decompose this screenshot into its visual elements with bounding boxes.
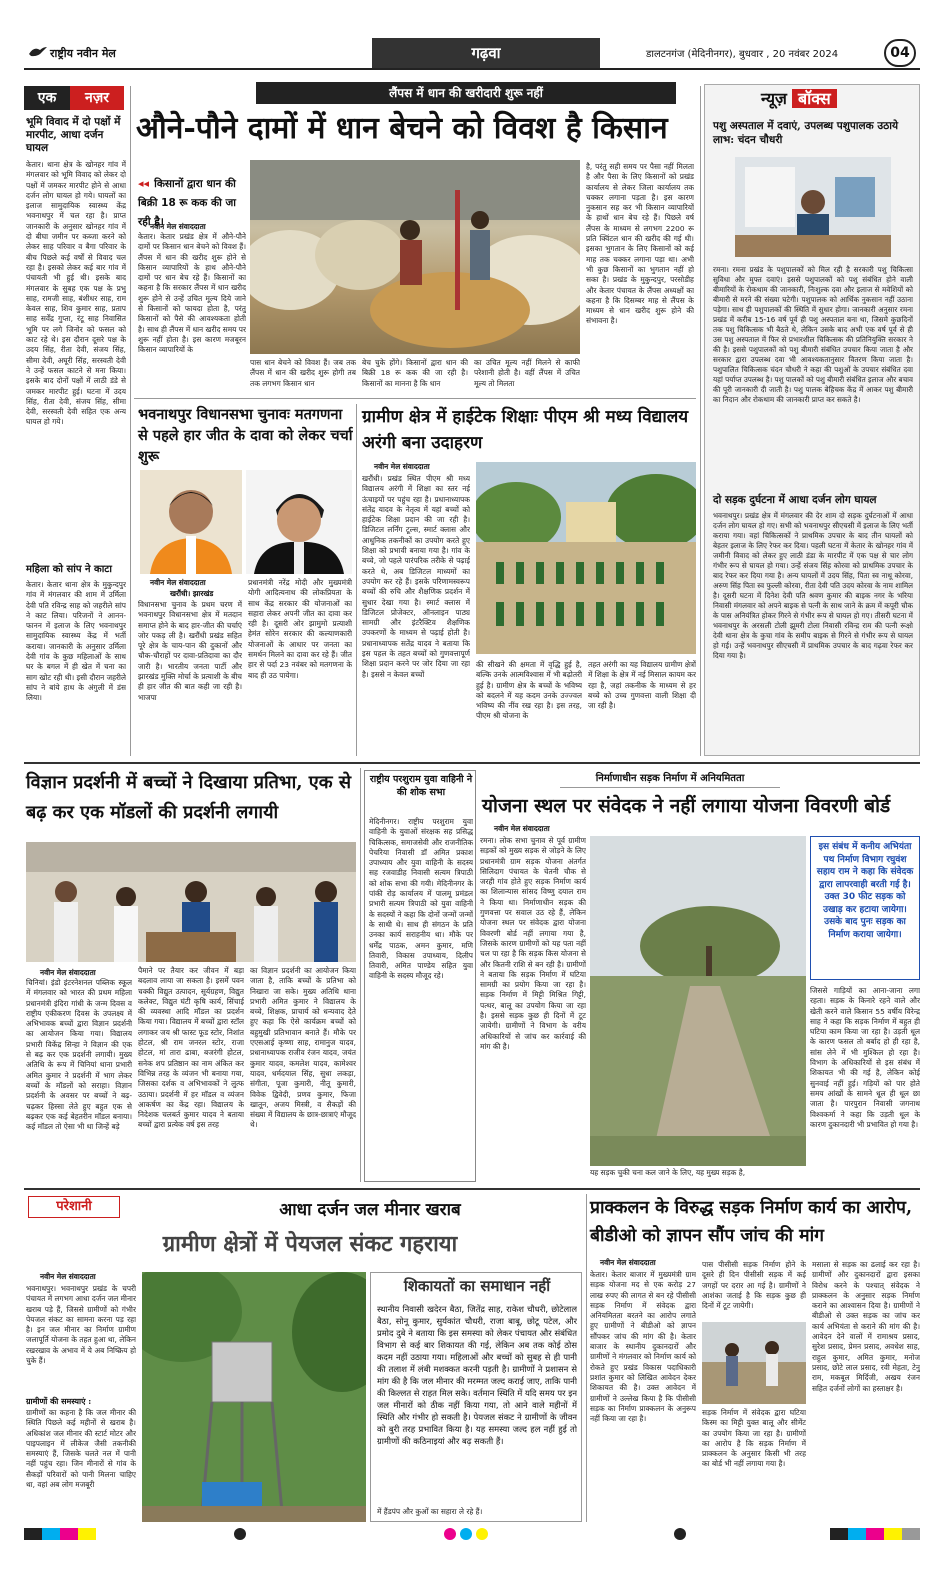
ek-nazar-badge bbox=[24, 86, 124, 110]
water-body: भवनाथपुर। भवनाथपुर प्रखंड के चपरी पंचायत में लगभग आधा दर्जन जल मीनार खराब पड़े हैं, जिससे ग्रामीणों को गंभीर पेयजल संकट का सामना करना पड़ रहा है। इन जल मीनार का निर्माण ग्रामीण जलापूर्ति योजना के तहत हुआ था, लेकिन रखरखाव के अभाव में ये अब निष्क्रिय हो चुके हैं। bbox=[26, 1284, 136, 1366]
box-label: बॉक्स bbox=[792, 89, 837, 108]
masthead-bar bbox=[24, 38, 920, 70]
estimate-headline: प्राक्कलन के विरुद्ध सड़क निर्माण कार्य का आरोप, बीडीओ को ज्ञापन सौंप जांच की मांग bbox=[590, 1198, 913, 1246]
school-col3: तहत अरंगी का यह विद्यालय ग्रामीण क्षेत्रों में शिक्षा के क्षेत्र में नई मिसाल कायम कर रहा है, जहां तकनीक के माध्यम से हर बच्चे को उच्च गुणवत्ता वाली शिक्षा दी जा रही है। bbox=[588, 660, 696, 711]
complaint-tail: में हैंडपंप और कुओं का सहारा ले रहे हैं। bbox=[377, 1507, 483, 1516]
election-headline: भवनाथपुर विधानसभा चुनावः मतगणना से पहले हार जीत के दावा को लेकर चर्चा शुरू bbox=[138, 406, 353, 465]
pull-quote bbox=[138, 172, 246, 229]
news-box-body-1: रमना। रमना प्रखंड के पशुपालकों को मिल रही है सरकारी पशु चिकित्सा सुविधा और मुफ्त दवाएं। इससे पशुपालकों को पशु संबंधित होने वाली बीमारियों के रोकथाम की जानकारी, निःशुल्क दवा और इलाज से मवेशियों को बीमारी से मरने की संख्या घटेगी। पशुपालक को आर्थिक नुकसान नहीं उठाना पड़ेगा। साथ ही पशुपालकों की स्थिति में सुधार होगा। जानकारी अनुसार रमना प्रखंड में करीब 15-16 वर्ष पूर्व ही पशु अस्पताल बना था, जिसमे कुछदिनों तक पशु चिकित्सक भी बैठते थे, लेकिन उसके बाद अभी एक वर्ष पूर्व से ही उस पशु अस्पताल में फिर से प्रभारशील चिकित्सक की प्रतिनियुक्ति सरकार ने की है। इससे पशुपालकों को पशु बीमारी संबंधित उपचार किया जाता है और सरकार द्वारा उपलब्ध दवा भी आवश्यकतानुसार वितरण किया जाता है। पशुपालित चिकित्सक चंदन चौधरी ने कहा की पशुओं के उपचार संबंधित दवा यहां पर्याप्त उपलब्ध है। पशु पालकों को पशु बीमारी संबंधित इलाज और बचाव की पूरी जानकारी दी जाती है। पशु पालक बेहिचक केंद्र में आकर पशु बीमारी का निदान और रोकथाम की जानकारी प्राप्त कर सकते है। bbox=[713, 265, 913, 404]
water-headline: ग्रामीण क्षेत्रों में पेयजल संकट गहराया bbox=[162, 1231, 458, 1257]
tribute-body: मेदिनीनगर। राष्ट्रीय परशुराम युवा वाहिनी के युवाओं संरक्षक सह प्रसिद्ध चिकित्सक, समाजसेवी और राजनीतिक पेचरिया निवासी डॉ अमित प्रकाश उपाध्याय और युवा वाहिनी के सदस्य सह रजवाडीह निवासी सत्यम त्रिपाठी को शोक सभा की गयी। मेदिनीनगर के पांकी रोड़ कार्यालय में पालमू प्रमंडल प्रभारी सत्यम त्रिपाठी को युवा वाहिनी के सदस्यों ने कहा कि दोनों जन्मों जन्मों के साथी थे। साथ ही संगठन के प्रति उनका कार्य सराहनीय था। मौके पर धर्मेंद्र पाठक, अमन कुमार, मणि तिवारी, विकास उपाध्याय, दिलीप तिवारी, अमित पाण्डेय सहित युवा वाहिनी के सदस्य मौजूद रहे। bbox=[369, 817, 473, 981]
divider bbox=[356, 404, 357, 756]
water-sub-body: ग्रामीणों का कहना है कि जल मीनार की स्थिति पिछले कई महीनों से खराब है। अधिकांश जल मीनार की स्टार्ट मोटर और पाइपलाइन में लीकेज जैसी तकनीकी समस्याएं हैं, जिसके चलते नल में पानी नहीं पहुंच रहा। जिन मीनारों से गांव के सैकड़ों परिवारों को पानी मिलना चाहिए था, वहां अब लोग मजबूरी bbox=[26, 1408, 136, 1490]
lead-col4: का उचित मूल्य नहीं मिलने से काफी परेशानी होती है। वहीं लैंपस में उचित मूल्य तो मिलता bbox=[474, 358, 580, 388]
science-col1: चिनियां। इंडो इंटरनेशनल पब्लिक स्कूल में मंगलवार को भारत की प्रथम महिला प्रधानमंत्री इंदिरा गांधी के जन्म दिवस व राष्ट्रीय एकीकरण दिवस के उपलक्ष्य में अभिभावक बच्चों द्वारा विज्ञान प्रदर्शनी का आयोजन किया गया। विद्यालय प्रभारी विकेंद्र सिन्हा ने विज्ञान की एक से बढ़ कर एक प्रदर्शनी लगायी। मुख्य अतिथि के रूप में चिनियां थाना प्रभारी अमित कुमार ने प्रदर्शनी में भाग लेकर बच्चों के मॉडलों को सराहा। विज्ञान प्रदर्शनी के अवसर पर बच्चों ने बढ़-चढ़कर हिस्सा लेते हुए बहुत एक से बढ़कर एक कई बेहतरीन मॉडल बनाया। कई मॉडल तो ऐसा भी था जिन्हें बड़े bbox=[26, 978, 132, 1132]
paper-name: राष्ट्रीय नवीन मेल bbox=[50, 47, 116, 60]
water-tower-photo bbox=[142, 1272, 366, 1522]
color-registration-bar bbox=[24, 1528, 920, 1540]
news-box-label bbox=[761, 87, 891, 111]
ek-nazar-body-2: केतार। केतार थाना क्षेत्र के मुकुन्दपुर गांव में मंगलवार की शाम में उर्मिला देवी पति रविन्द्र साह को जहरीले सांप ने काट लिया। परिजनों ने आनन-फानन में इलाज के लिए भवनाथपुर सामुदायिक स्वास्थ्य केंद्र में भर्ती कराया। जानकारी के अनुसार उर्मिला देवी गांव के कुछ महिलाओं के साथ घर के बगल में ही खेत में चना का साग खोट रही थी। इसी दौरान जहरीले सांप ने बांये हाथ के अंगुली में डंस लिया। bbox=[26, 580, 126, 703]
badge-nazar: नज़र bbox=[70, 86, 124, 110]
badge-ek: एक bbox=[24, 86, 70, 110]
lead-headline: औने-पौने दामों में धान बेचने को विवश है किसान bbox=[136, 111, 668, 146]
school-col2: की सीखने की क्षमता में वृद्धि हुई है, बल्कि उनके आत्मविश्वास में भी बढ़ोतरी हुई है। ग्रामीण क्षेत्र के बच्चों के भविष्य को बदलने में यह कदम उनके उज्ज्वल भविष्य की नींव रख रहा है। इस तरह, पीएम श्री योजना के bbox=[476, 660, 582, 721]
school-headline: ग्रामीण क्षेत्र में हाईटेक शिक्षाः पीएम श्री मध्य विद्यालय अरंगी बना उदाहरण bbox=[362, 407, 689, 453]
election-col2: प्रधानमंत्री नरेंद्र मोदी और मुख्यमंत्री योगी आदित्यनाथ की लोकप्रियता के साथ केंद्र सरकार की योजनाओं का सहारा लेकर अपनी जीत का दावा कर रही है। दूसरी ओर झामुमो प्रत्याशी हेमंत सोरेन सरकार की कल्याणकारी योजनाओं के आधार पर जनता का समर्थन मिलने का दावा कर रहे हैं। जीत हार से पर्दा 23 नवंबर को मतगणना के बाद ही उठ पायेगा। bbox=[248, 578, 352, 680]
lead-col5: है, परंतु सही समय पर पैसा नहीं मिलता है और पैसा के लिए किसानों को प्रखंड कार्यालय से लेकर जिला कार्यालय तक चक्कर लगाना पड़ता है। इस कारण नुकसान सह कर भी किसान व्यापारियों के हाथों धान बेच रहे हैं। पिछले वर्ष लैंपस के माध्यम से लगभग 2200 रू प्रति क्विंटल धान की खरीद की गई थी। इसका भुगतान के लिए किसानों को कई माह तक चक्कर लगाना पड़ा था। अभी भी कुछ किसानों का भुगतान नहीं हो सका है। प्रखंड के मुकुन्दपुर, परसोडीह और केतार पंचायत के लैंपस अध्यक्षों का कहना है कि दिसम्बर माह से लैंपस के माध्यम से धान खरीद शुरू होने की संभावना है। bbox=[586, 162, 694, 326]
yojana-headline: योजना स्थल पर संवेदक ने नहीं लगाया योजना विवरणी बोर्ड bbox=[482, 795, 891, 817]
candidate-photo-1 bbox=[140, 470, 242, 574]
page-number: 04 bbox=[884, 39, 916, 67]
science-byline: नवीन मेल संवाददाता bbox=[40, 968, 96, 977]
bird-logo-icon bbox=[28, 44, 48, 60]
tribute-title: राष्ट्रीय परशुराम युवा वाहिनी ने की शोक सभा bbox=[369, 774, 473, 798]
school-col1: खरौंधी। प्रखंड स्थित पीएम श्री मध्य विद्यालय अरंगी में शिक्षा का स्तर नई ऊंचाइयों पर पहुंच रहा है। प्रधानाध्यापक संतेंद्र यादव के नेतृत्व में यहां बच्चों को हाईटेक शिक्षा प्रदान की जा रही है। डिजिटल लर्निंग टूल्स, स्मार्ट क्लास और आधुनिक तकनीकों का उपयोग करते हुए शिक्षा को प्रभावी बनाया गया है। गांव के बच्चे, जो पहले पारंपरिक तरीके से पढ़ाई करते थे, अब डिजिटल माध्यमों का उपयोग कर रहे हैं। इसके परिणामस्वरूप बच्चों की रुचि और शैक्षणिक प्रदर्शन में सुधार देखा गया है। स्मार्ट क्लास में डिजिटल प्रोजेक्टर, ऑनलाइन पाठ्य सामग्री और इंटरैक्टिव शैक्षणिक उपकरणों के माध्यम से पढ़ाई होती है। प्रधानाध्यापक सतेंद्र यादव ने बताया कि इस पहल के तहत बच्चों को गुणवत्तापूर्ण शिक्षा प्रदान करने पर जोर दिया जा रहा है। इससे न केवल बच्चों bbox=[362, 474, 470, 679]
ek-nazar-title-2: महिला को सांप ने काटा bbox=[26, 564, 112, 575]
lead-col1: केतार। केतार प्रखंड क्षेत्र में औने-पौने दामों पर किसान धान बेचने को विवश हैं। लैंपस में धान की खरीद शुरू होने से किसान व्यापारियों के हाथ औने-पौने दामों पर धान बेच रहे हैं। किसानों का कहना है कि सरकार लैंपस में धान खरीद शुरू होने से उन्हें उचित मूल्य दिये जाने से किसानों को फायदा होता है, परंतु किसानों को पैसे की आवश्यकता होती है। साथ ही लैंपस में धान खरीद समय पर शुरू नहीं होता है। इस कारण मजबूरन किसान व्यापारियों के bbox=[138, 232, 246, 355]
news-box-title-2: दो सड़क दुर्घटना में आधा दर्जन लोग घायल bbox=[713, 494, 877, 506]
paper-logo bbox=[28, 42, 128, 66]
divider bbox=[360, 768, 361, 1182]
candidate-photo-2 bbox=[246, 470, 352, 574]
yojana-right-body: जिससे गाड़ियों का आना-जाना लगा रहता। सड़क के किनारे रहने वाले और खेती करने वाले किसान 55 वर्षीय विरेन्द्र साह ने कहा कि सड़क निर्माण में बहुत ही घटिया काम किया जा रहा है। उड़ती धूल के कारण फसल तो बर्बाद हो ही रहा है, सांस लेने में भी मुश्किल हो रहा है। विभाग के अधिकारियों से इस संबंध में शिकायत भी की गई है, लेकिन कोई सुनवाई नहीं हुई। गड़ियों को पार होते समय आंखों के सामने धूल ही धूल छा जाता है। पारपुरान निवासी जगनाथ विश्वकर्मा ने कहा कि उड़ती धूल के कारण दुकानदारी भी प्रभावित हो गया है। bbox=[810, 986, 920, 1129]
estimate-col2: पास पीसीसी सड़क निर्माण होने के दूसरे ही दिन पीसीसी सड़क में कई जगहों पर दरार आ गई है। ग्रामीणों ने आशंका जताई है कि सड़क कुछ ही दिनों में टूट जायेगी। bbox=[702, 1260, 806, 1311]
lead-col3: बेच चुके होंगे। किसानों द्वारा धान की बिक्री 18 रू कक की जा रही है। किसानों का मानना है कि धान bbox=[362, 358, 468, 388]
ek-nazar-body-1: केतार। थाना क्षेत्र के खोनहर गांव में मंगलवार को भूमि विवाद को लेकर दो पक्षों में जमकर मारपीट होने से आधा दर्जन लोग घायल हो गये। घायलों का इलाज सामुदायिक स्वास्थ्य केंद्र भवनाथपुर में चल रहा है। प्राप्त जानकारी के अनुसार खोनहर गांव में दो बीघा जमीन पर कब्जा करने को लेकर साह परिवार व बैगा परिवार के बीच पिछले कई वर्षों से विवाद चल रहा है। इसको लेकर कई बार गांव में पंचायती भी हुई थी। इसके बाद मंगलवार के सुबह एक पक्ष के प्रभु साह, रामजी साह, बंशीधर साह, राम केवल साह, शिव कुमार साह, प्रताप साह सर्वेंद्र गुप्ता, रंटू साह निवासित भूमि पर लगे जिनोर को फसल को काट रहे थे। इस दौरान दूसरे पक्ष के उदय सिंह, रीता देवी, संजय सिंह, सीमा देवी, अघूरी सिंह, सरस्वती देवी ने उन्हें फसल काटने से मना किया। इसके बाद दोनों पक्षों में लाठी डंडे से जमकर मारपीट हुई। घटना में उदय सिंह, रीता देवी, संजय सिंह, सीमा देवी, सरस्वती देवी सहित एक अन्य घायल हो गये। bbox=[26, 160, 126, 427]
road-caption: यह सड़क चुकी चना कल जाने के लिए, यह मुख्य सड़क है, bbox=[590, 1168, 746, 1177]
lead-byline: नवीन मेल संवाददाता bbox=[150, 222, 206, 231]
science-col2: पैमाने पर तैयार कर जीवन में बड़ा बदलाव लाया जा सकता है। इसमें पवन चक्की विद्युत उत्पादन, सूर्यग्रहण, विद्युत कलेक्ट, विद्युत घंटी कृषि कार्य, सिंचाई की व्यवस्था आदि मॉडल का प्रदर्शन किया गया। विद्यालय में बच्चों द्वारा स्टॉल लगाकर जय श्री फास्ट फूड स्टोर, निशांत होटल, श्री राम जनरल स्टोर, राजा होटल, मां तारा ढाबा, बजरंगी होटल, सनेक शप प्रतिष्ठान का नाम अंकित कर विभिन्न तरह के व्यंजन भी बनाया गया, जिसका दर्शक व अभिभावकों ने लुत्फ उठाया। प्रदर्शनी में हर मॉडल व व्यंजन आकर्षण का केंद्र रहा। विद्यालय के निदेशक चलबर्त कुमार यादव ने बताया बच्चों द्वारा प्रत्येक वर्ष इस तरह bbox=[138, 966, 244, 1130]
divider bbox=[130, 86, 131, 756]
divider bbox=[586, 1194, 587, 1522]
paddy-photo bbox=[250, 160, 580, 354]
complaint-box bbox=[370, 1272, 582, 1522]
school-byline: नवीन मेल संवाददाता bbox=[374, 462, 430, 471]
divider bbox=[700, 86, 701, 756]
yojana-kicker: निर्माणाधीन सड़क निर्माण में अनियमितता bbox=[560, 770, 780, 788]
science-headline: विज्ञान प्रदर्शनी में बच्चों ने दिखाया प्रतिभा, एक से बढ़ कर एक मॉडलों की प्रदर्शनी लगायी bbox=[26, 772, 351, 823]
news-box bbox=[704, 84, 920, 756]
science-photo bbox=[26, 842, 356, 962]
yojana-callout: इस संबंध में कनीय अभियंता पथ निर्माण विभाग रघुवंश सहाय राम ने कहा कि संवेदक द्वारा लापरवाही बरती गई है। उक्त 30 फीट सड़क को उखाड़ कर हटाया जायेगा। उसके बाद पुनः सड़क का निर्माण कराया जायेगा। bbox=[810, 836, 920, 980]
water-kicker: आधा दर्जन जल मीनार खराब bbox=[279, 1200, 461, 1220]
estimate-byline: नवीन मेल संवाददाता bbox=[600, 1258, 656, 1267]
dateline: डालटनगंज (मेदिनीनगर), बुधवार , 20 नवंबर 2024 bbox=[646, 49, 839, 60]
estimate-col2b: सड़क निर्माण में संवेदक द्वारा घटिया किस्म का मिट्टी युक्त बालू और सीमेंट का उपयोग किया जा रहा है। ग्रामीणों का आरोप है कि सड़क निर्माण में प्राक्कलन के अनुसार किसी भी तरह का बोर्ड भी नहीं लगाया गया है। bbox=[702, 1408, 806, 1469]
divider bbox=[24, 762, 920, 764]
road-photo bbox=[590, 836, 806, 1166]
divider bbox=[24, 1188, 920, 1190]
estimate-photo bbox=[702, 1322, 806, 1404]
quote-arrow-icon: ◂◂ bbox=[138, 177, 150, 190]
election-col1: विधानसभा चुनाव के प्रथम चरण में भवनाथपुर विधानसभा क्षेत्र में मतदान समाप्त होने के बाद हार-जीत की चर्चाएं जोर पकड़ ली है। खरौंधी प्रखंड सहित पूरे क्षेत्र के चाय-पान की दुकानों और चौक-चौराहों पर दावा-प्रतिदावा का दौर जारी है। भारतीय जनता पार्टी और झारखंड मुक्ति मोर्चा के प्रत्याशी के बीच ही हार जीत की बात कही जा रही है। भाजपा bbox=[138, 600, 242, 702]
water-label: परेशानी bbox=[28, 1196, 120, 1218]
vet-hospital-photo bbox=[735, 157, 891, 257]
ek-nazar-title-1: भूमि विवाद में दो पक्षों में मारपीट, आधा दर्जन घायल bbox=[26, 116, 121, 154]
lead-col2: पास धान बेचने को विवश हैं। जब तक लैंपस में धान की खरीद शुरू होगी तब तक लगभग किसान धान bbox=[250, 358, 356, 388]
yojana-body: रमना। लोक सभा चुनाव से पूर्व ग्रामीण सड़कों को मुख्य सड़क से जोड़ने के लिए प्रधानमंत्री ग्राम सड़क योजना अंतर्गत सिलिदाग पंचायत के चेतनी चौक से जरही गांव होते हुए सड़क निर्माण कार्य का शिलान्यास सांसद विष्णु दयाल राम ने किया था। निर्माणाधीन सड़क की गुणवत्ता पर सवाल उठ रहे हैं, लेकिन योजना स्थल पर संवेदक द्वारा योजना विवरणी बोर्ड नहीं लगाया गया है, जिसके कारण ग्रामीणों को यह पता नहीं चल पा रहा है कि सड़क किस योजना से और कितनी राशि से बन रही है। ग्रामीणों ने बताया कि सड़क निर्माण में घटिया सामग्री का प्रयोग किया जा रहा है। सड़क निर्माण में मिट्टी मिश्रित गिट्टी, पत्थर, बालू का उपयोग किया जा रहा है। इससे सड़क कुछ ही दिनों में टूट जायेगी। ग्रामीणों ने विभाग के वरीय अधिकारियों से जांच कर कार्रवाई की मांग की है। bbox=[480, 836, 586, 1051]
news-label: न्यूज़ bbox=[761, 89, 787, 108]
estimate-col1: केतार। केतार बाजार में मुख्यमंत्री ग्राम सड़क योजना मद से एक करोड़ 27 लाख रुपए की लागत से बन रहे पीसीसी सड़क निर्माण में संवेदक द्वारा अनियमितता बरतने का आरोप लगाते हुए ग्रामीणों ने बीडीओ को ज्ञापन सौंपकर जांच की मांग की है। केतार बाजार के स्थानीय दुकानदारों और ग्रामीणों ने मंगलवार को निर्माण कार्य को रोकते हुए प्रखंड विकास पदाधिकारी प्रशांत कुमार को लिखित आवेदन देकर शिकायत की है। उक्त आवेदन में ग्रामीणों ने उल्लेख किया है कि पीसीसी सड़क का निर्माण प्राक्कलन के अनुरूप नहीं किया जा रहा है। bbox=[590, 1270, 696, 1424]
estimate-col3: मसाला से सड़क का ढलाई कर रहा है। ग्रामीणों और दुकानदारों द्वारा इसका विरोध करने के पश्चात् संवेदक ने प्राक्कलन के अनुसार सड़क निर्माण कराने का आश्वासन दिया है। ग्रामीणों ने बीडीओ से उक्त सड़क का जांच कर कार्य अभियंता से कराने की मांग की है। आवेदन देने वालों में रामाश्रय प्रसाद, सुरेश प्रसाद, प्रेमन प्रसाद, अवधेश साह, राहुल कुमार, अमित कुमार, मनोज प्रसाद, छोटे लाल प्रसाद, रवी मेहता, टेनु राम, मकबूल मिर्दिजी, अखय रंजन सहित दर्जनों लोगों का हस्ताक्षर है। bbox=[812, 1260, 920, 1393]
pull-quote-text: किसानों द्वारा धान की बिक्री 18 रू कक की जा रही है। bbox=[138, 178, 236, 228]
news-box-title-1: पशु अस्पताल में दवाएं, उपलब्ध पशुपालक उठाये लाभ: चंदन चौधरी bbox=[713, 120, 899, 146]
tribute-box bbox=[364, 770, 476, 1182]
science-col3: का विज्ञान प्रदर्शनी का आयोजन किया जाता है, ताकि बच्चों के प्रतिभा को निखारा जा सके। मुख्य अतिथि थाना प्रभारी अमित कुमार ने विद्यालय के बच्चे, शिक्षक, प्राचार्य को धन्यवाद देते हुए कहा कि ऐसे कार्यक्रम बच्चों को बहुमुखी प्रतिभावान बनाते हैं। मौके पर एएसआई कृष्णा साह, रामानुज यादव, प्रधानाध्यापक राजीव रंजन यादव, जयंत कुमार यादव, कमलेश यादव, कामेश्वर यादव, धर्मदयाल सिंह, सुधा लकड़ा, संगीता, पूजा कुमारी, नीतू कुमारी, विवेक द्विवेदी, प्रणव कुमार, फिजा खातून, अजय मिस्त्री, व सैकड़ों की संख्या में विद्यालय के छात्र-छात्राएं मौजूद थे। bbox=[250, 966, 356, 1130]
divider bbox=[134, 398, 696, 399]
school-photo bbox=[476, 462, 696, 654]
water-byline: नवीन मेल संवाददाता bbox=[40, 1272, 96, 1281]
complaint-title: शिकायतों का समाधान नहीं bbox=[403, 1277, 551, 1295]
news-box-body-2: भवनाथपुर। प्रखंड क्षेत्र में मंगलवार की देर शाम दो सड़क दुर्घटनाओं में आधा दर्जन लोग घायल हो गए। सभी को भवनाथपुर सीएचसी में इलाज के लिए भर्ती कराया गया। वहां चिकित्सकों ने प्राथमिक उपचार के बाद तीन घायलों को बेहतर इलाज के लिए रेफर कर दिया। पहली घटना में केतार के खोनहर गांव में जमीनी विवाद को लेकर हुए लाठी डंडा के मारपीट में एक पक्ष से चार लोग गंभीर रूप से घायल हो गया। उन्हें संजय सिंह कोरवा को प्राथमिक उपचार के बाद रेफर कर दिया गया है। अन्य घायलों में उदय सिंह, पिता स्व नाथू कोरवा, अरुण सिंह पिता स्व फुल्ली कोरवा, रीता देवी पति उदय कोरवा के नाम शामिल है। दूसरी घटना में दिनेश देवी पति श्रवण कुमार की बाइक नगर के भरिया निवासी मंगलवार को अपने बाइक से पत्नी के साथ जाने के क्रम में कपूरी चौक के पास अनियंत्रित होकर गिरने से गंभीर रूप से घायल हो गए। तीसरी घटना में भवनाथपुर के अरसली टोली झूमरी टोला निवासी रविन्द्र राम की पत्नी रूक्षो देवी थाना क्षेत्र के कुचा गांव के समीप बाइक से गिरने से गंभीर रूप से घायल हो गई। उन्हें भवनाथपुर सीएचसी में प्राथमिक उपचार के बाद गढ़वा रेफर कर दिया गया है। bbox=[713, 511, 913, 660]
lead-kicker: लैंपस में धान की खरीदारी शुरू नहीं bbox=[256, 82, 676, 104]
election-dateline: खरौंधी। झारखंड bbox=[170, 589, 214, 598]
water-sub-title: ग्रामीणों की समस्याएं : bbox=[26, 1396, 92, 1406]
complaint-body: स्थानीय निवासी खदेरन बैठा, जितेंद्र साह, राकेश चौधरी, छोटेलाल बैठा, सोनू कुमार, सुर्यकांत चौधरी, राजा बाबू, छोटू पटेल, और प्रमोद दुबे ने बताया कि इस समस्या को लेकर पंचायत और संबंधित विभाग से कई बार शिकायत की गई, लेकिन अब तक कोई ठोस कदम नहीं उठाया गया। महिलाओं और बच्चों को सुबह से ही पानी की तलाश में लंबी मशक्कत करनी पड़ती है। ग्रामीणों ने प्रशासन से मांग की है कि जल मीनार की मरम्मत जल्द कराई जाए, ताकि पानी की किल्लत से राहत मिल सके। वर्तमान स्थिति में यदि समय पर इन जल मीनारों को ठीक नहीं किया गया, तो आने वाले महीनों में स्थिति और गंभीर हो सकती है। पेयजल संकट ने ग्रामीणों के जीवन को बुरी तरह प्रभावित किया है। यह समस्या जल्द हल नहीं हुई तो ग्रामीणों की कठिनाइयां और बढ़ सकती हैं। bbox=[377, 1304, 577, 1446]
yojana-byline: नवीन मेल संवाददाता bbox=[494, 824, 550, 833]
section-tab: गढ़वा bbox=[372, 38, 600, 68]
election-byline: नवीन मेल संवाददाता bbox=[150, 578, 206, 587]
